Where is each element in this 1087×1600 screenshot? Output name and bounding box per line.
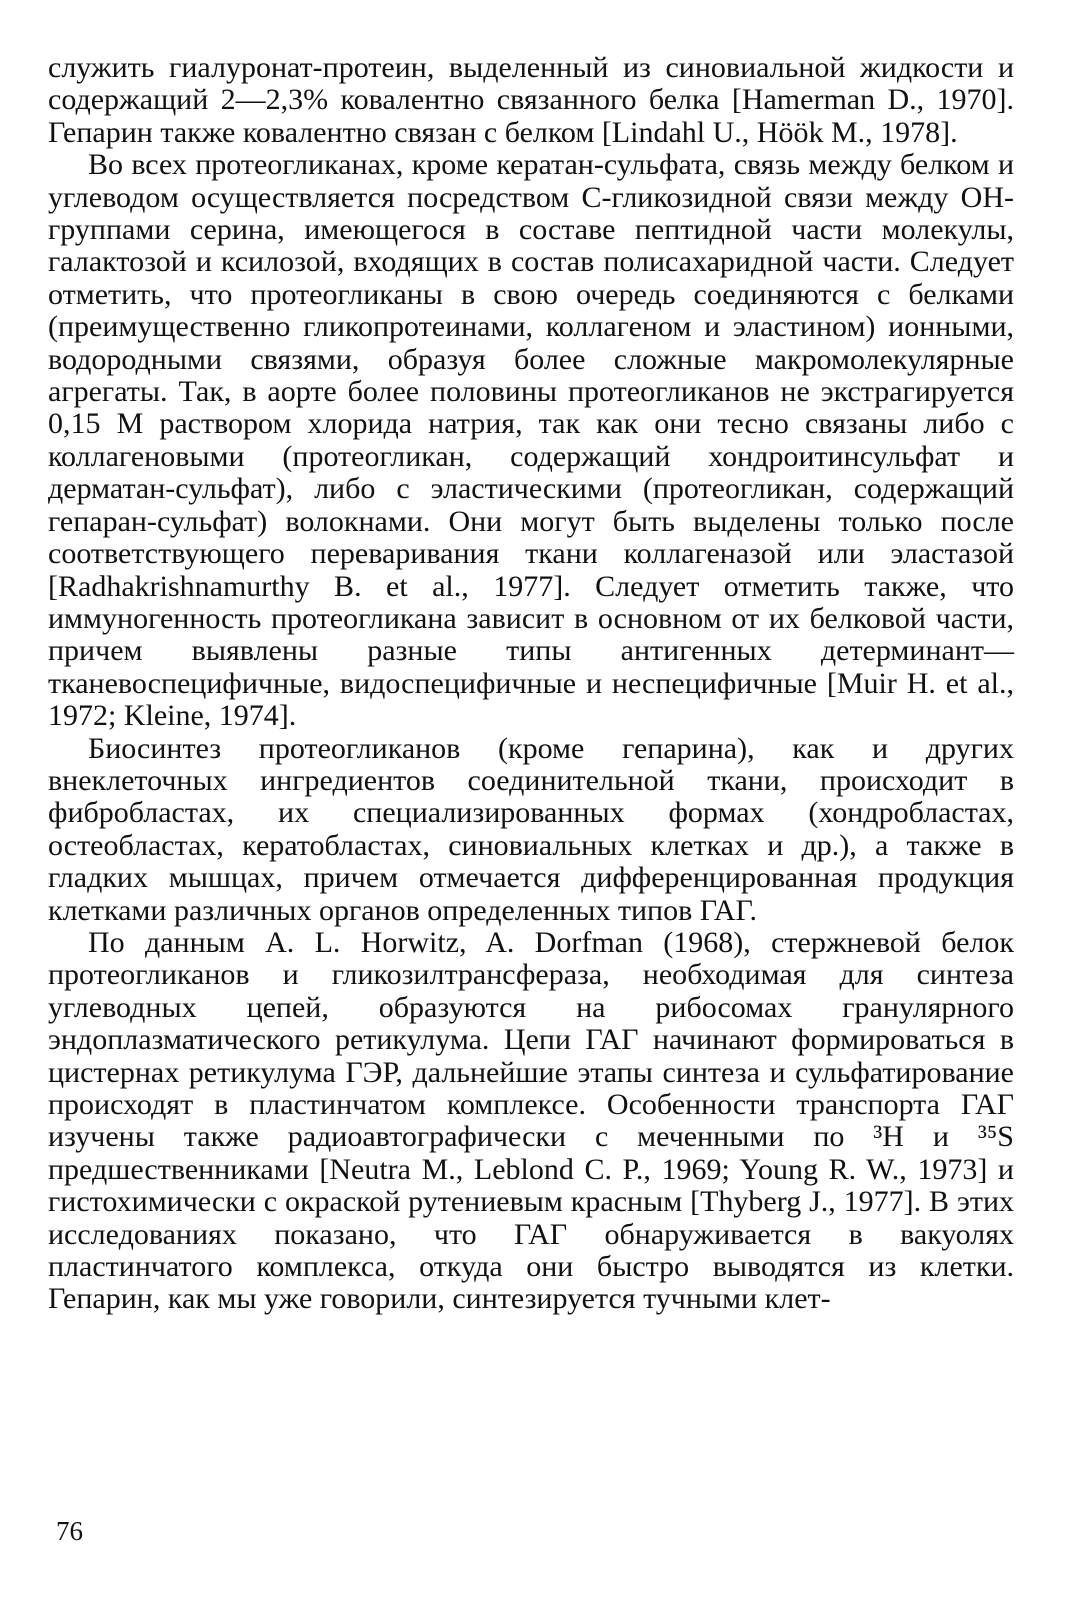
page-body (48, 52, 1014, 1316)
paragraph-2: Во всех протеогликанах, кроме кератан-сульфата, связь между белком и углеводом осуществляется посредством С-гликозидной связи между ОН-группами серина, имеющегося в составе пептидной части молекулы, галактозой и ксилозой, входящих в состав полисахаридной части. Следует отметить, что протеогликаны в свою очередь соединяются с белками (преимущественно гликопротеинами, коллагеном и эластином) ионными, водородными связями, образуя более сложные макромолекулярные агрегаты. Так, в аорте более половины протеогликанов не экстрагируется 0,15 М раствором хлорида натрия, так как они тесно связаны либо с коллагеновыми (протеогликан, содержащий хондроитинсульфат и дерматан-сульфат), либо с эластическими (протеогликан, содержащий гепаран-сульфат) волокнами. Они могут быть выделены только после соответствующего переваривания ткани коллагеназой или эластазой [Radhakrishnamurthy B. et al., 1977]. Следует отметить также, что иммуногенность протеогликана зависит в основном от их белковой части, причем выявлены разные типы антигенных детерминант— тканевоспецифичные, видоспецифичные и неспецифичные [Muir H. et al., 1972; Kleine, 1974]. (48, 148, 1014, 733)
paragraph-4: По данным A. L. Horwitz, A. Dorfman (1968), стержневой белок протеогликанов и гликозилтрансфераза, необходимая для синтеза углеводных цепей, образуются на рибосомах гранулярного эндоплазматического ретикулума. Цепи ГАГ начинают формироваться в цистернах ретикулума ГЭР, дальнейшие этапы синтеза и сульфатирование происходят в пластинчатом комплексе. Особенности транспорта ГАГ изучены также радиоавтографически с меченными по ³Н и ³⁵S предшественниками [Neutra M., Leblond C. P., 1969; Young R. W., 1973] и гистохимически с окраской рутениевым красным [Thyberg J., 1977]. В этих исследованиях показано, что ГАГ обнаруживается в вакуолях пластинчатого комплекса, откуда они быстро выводятся из клетки. Гепарин, как мы уже говорили, синтезируется тучными клет- (48, 925, 1014, 1316)
paragraph-1: служить гиалуронат-протеин, выделенный из синовиальной жидкости и содержащий 2—2,3% ковалентно связанного белка [Hamerman D., 1970]. Гепарин также ковалентно связан с белком [Lindahl U., Höök M., 1978]. (48, 51, 1014, 149)
paragraph-3: Биосинтез протеогликанов (кроме гепарина), как и других внеклеточных ингредиентов соединительной ткани, происходит в фибробластах, их специализированных формах (хондробластах, остеобластах, кератобластах, синовиальных клетках и др.), а также в гладких мышцах, причем отмечается дифференцированная продукция клетками различных органов определенных типов ГАГ. (48, 731, 1014, 927)
page-number: 76 (56, 1516, 83, 1546)
